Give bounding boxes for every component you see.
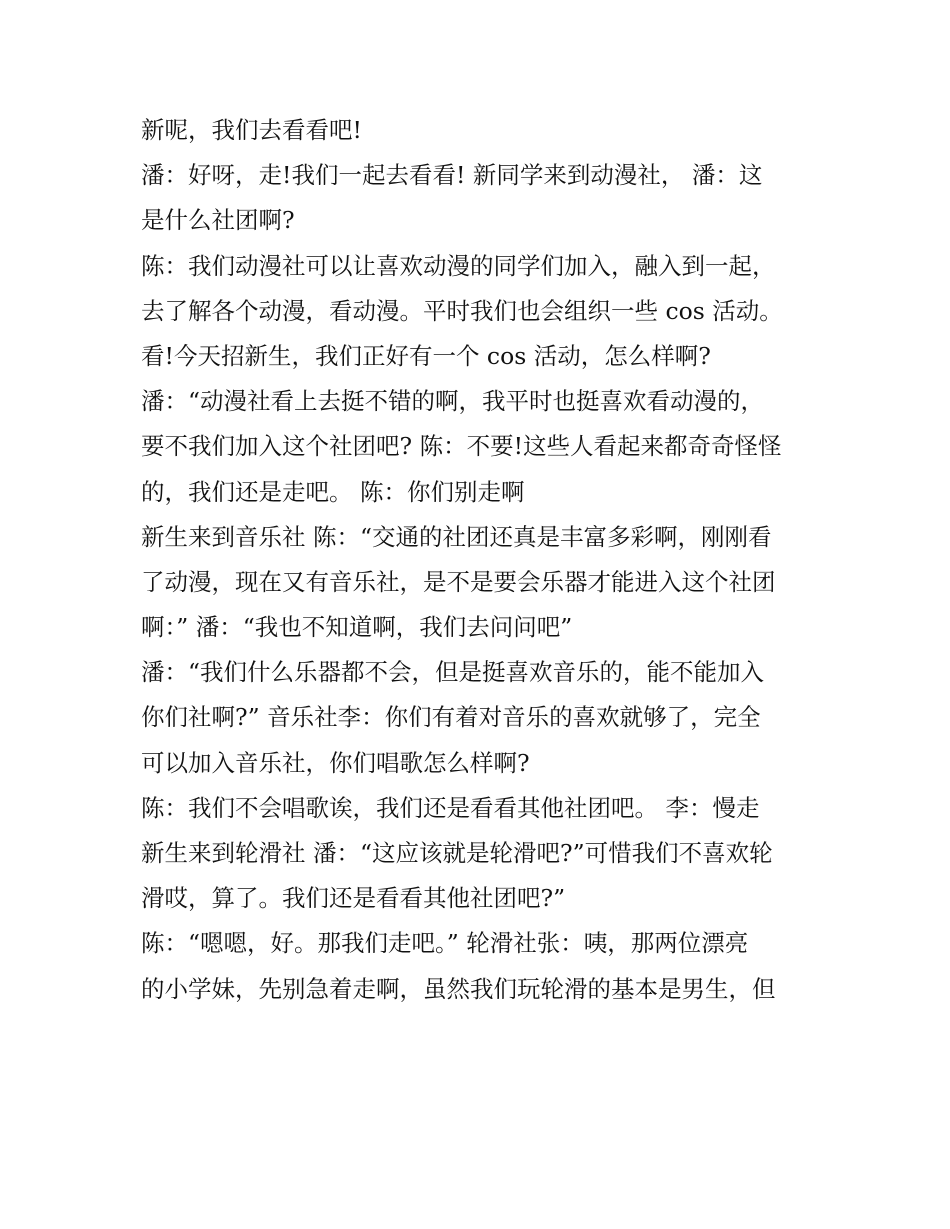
text-line: 潘：“我们什么乐器都不会，但是挺喜欢音乐的，能不能加入 [141,658,765,687]
text-line: 陈：我们不会唱歌诶，我们还是看看其他社团吧。 李：慢走 [141,793,760,822]
document-body [141,108,821,1012]
text-line: 了动漫，现在又有音乐社，是不是要会乐器才能进入这个社团 [141,567,776,596]
text-line: 的，我们还是走吧。 陈：你们别走啊 [141,477,525,506]
text-line: 潘：好呀，走!我们一起去看看! 新同学来到动漫社， 潘：这 [141,161,763,190]
text-line: 新生来到音乐社 陈：“交通的社团还真是丰富多彩啊，刚刚看 [141,522,772,551]
text-line: 你们社啊?” 音乐社李：你们有着对音乐的喜欢就够了，完全 [141,703,761,732]
text-line: 陈：我们动漫社可以让喜欢动漫的同学们加入，融入到一起， [141,251,776,280]
text-line: 可以加入音乐社，你们唱歌怎么样啊? [141,748,530,777]
text-line: 去了解各个动漫，看动漫。平时我们也会组织一些 cos 活动。 [141,296,783,325]
text-line: 新生来到轮滑社 潘：“这应该就是轮滑吧?”可惜我们不喜欢轮 [141,839,773,867]
text-line: 滑哎，算了。我们还是看看其他社团吧?” [141,884,566,913]
text-line: 啊：” 潘：“我也不知道啊，我们去问问吧” [141,613,573,642]
text-line: 看!今天招新生，我们正好有一个 cos 活动，怎么样啊? [141,341,711,370]
text-line: 是什么社团啊? [141,206,295,235]
text-line: 新呢，我们去看看吧! [141,116,362,144]
text-line: 要不我们加入这个社团吧? 陈：不要!这些人看起来都奇奇怪怪 [141,432,782,461]
text-line: 潘：“动漫社看上去挺不错的啊，我平时也挺喜欢看动漫的， [141,387,765,416]
text-line: 陈：“嗯嗯，好。那我们走吧。” 轮滑社张：咦，那两位漂亮 [141,929,749,958]
text-line: 的小学妹，先别急着走啊，虽然我们玩轮滑的基本是男生，但 [141,974,776,1003]
